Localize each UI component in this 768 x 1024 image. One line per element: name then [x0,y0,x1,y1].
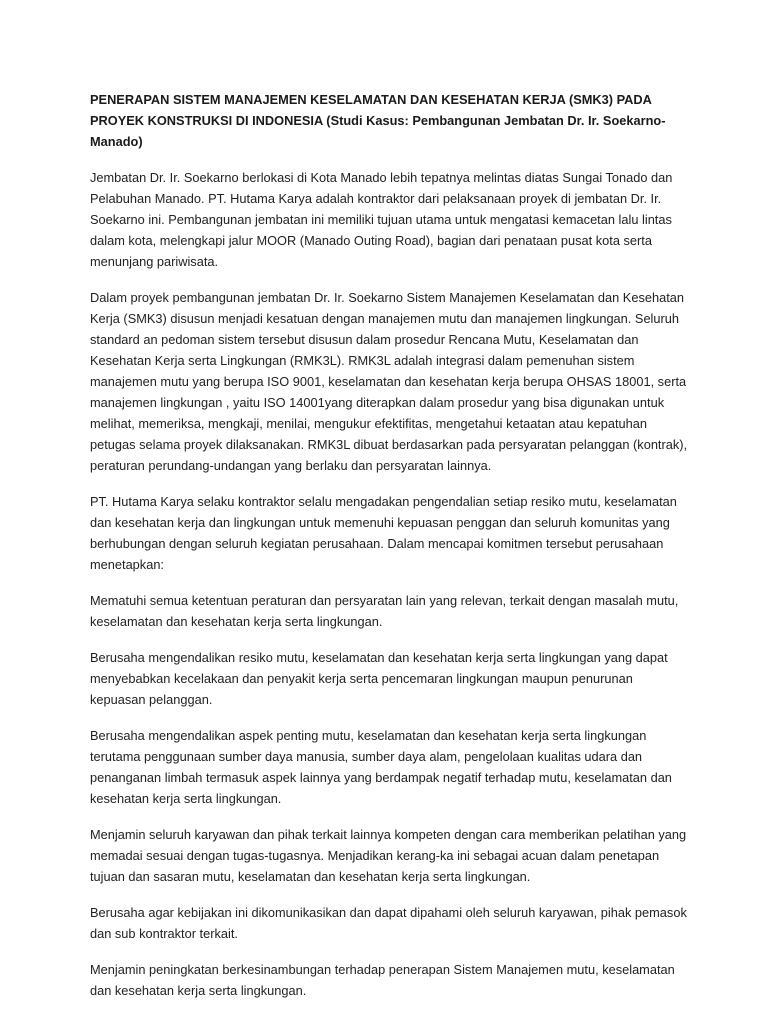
paragraph-policy-improvement: Menjamin peningkatan berkesinambungan terhadap penerapan Sistem Manajemen mutu, keselamatan dan kesehatan kerja serta lingkungan. [90,962,675,998]
paragraph-bridge-location: Jembatan Dr. Ir. Soekarno berlokasi di Kota Manado lebih tepatnya melintas diatas Sungai Tonado dan Pelabuhan Manado. PT. Hutama Karya adalah kontraktor dari pelaksanaan proyek di jembatan Dr. Ir. Soekarno ini. Pembangunan jembatan ini memiliki tujuan utama untuk mengatasi kemacetan lalu lintas dalam kota, melengkapi jalur MOOR (Manado Outing Road), bagian dari penataan pusat kota serta menunjang pariwisata. [90,170,673,269]
paragraph-policy-communication: Berusaha agar kebijakan ini dikomunikasikan dan dapat dipahami oleh seluruh karyawan, pihak pemasok dan sub kontraktor terkait. [90,905,687,941]
paragraph-policy-competence: Menjamin seluruh karyawan dan pihak terkait lainnya kompeten dengan cara memberikan pelatihan yang memadai sesuai dengan tugas-tugasnya. Menjadikan kerang-ka ini sebagai acuan dalam penetapan tujuan dan sasaran mutu, keselamatan dan kesehatan kerja serta lingkungan. [90,827,687,884]
document-title [90,89,690,152]
paragraph-smk3-rmk3l: Dalam proyek pembangunan jembatan Dr. Ir. Soekarno Sistem Manajemen Keselamatan dan Kesehatan Kerja (SMK3) disusun menjadi kesatuan dengan manajemen mutu dan manajemen lingkungan. Seluruh standard an pedoman sistem tersebut disusun dalam prosedur Rencana Mutu, Keselamatan dan Kesehatan Kerja serta Lingkungan (RMK3L). RMK3L adalah integrasi dalam pemenuhan sistem manajemen mutu yang berupa ISO 9001, keselamatan dan kesehatan kerja berupa OHSAS 18001, serta manajemen lingkungan , yaitu ISO 14001yang diterapkan dalam prosedur yang bisa digunakan untuk melihat, memeriksa, mengkaji, menilai, mengukur efektifitas, mengetahui ketaatan atau kepatuhan petugas selama proyek dilaksanakan. RMK3L dibuat berdasarkan pada persyaratan pelanggan (kontrak), peraturan perundang-undangan yang berlaku dan persyaratan lainnya. [90,290,688,473]
document-title-subtitle: (Studi Kasus: Pembangunan Jembatan Dr. Ir. Soekarno-Manado) [90,113,666,149]
paragraph-policy-comply: Mematuhi semua ketentuan peraturan dan persyaratan lain yang relevan, terkait dengan masalah mutu, keselamatan dan kesehatan kerja serta lingkungan. [90,593,679,629]
paragraph-policy-control-aspects: Berusaha mengendalikan aspek penting mutu, keselamatan dan kesehatan kerja serta lingkungan terutama penggunaan sumber daya manusia, sumber daya alam, pengelolaan kualitas udara dan penanganan limbah termasuk aspek lainnya yang berdampak negatif terhadap mutu, keselamatan dan kesehatan kerja serta lingkungan. [90,728,672,806]
document-page [90,89,690,1016]
paragraph-contractor-commitment: PT. Hutama Karya selaku kontraktor selalu mengadakan pengendalian setiap resiko mutu, keselamatan dan kesehatan kerja dan lingkungan untuk memenuhi kepuasan penggan dan seluruh komunitas yang berhubungan dengan seluruh kegiatan perusahaan. Dalam mencapai komitmen tersebut perusahaan menetapkan: [90,494,677,572]
paragraph-policy-control-risk: Berusaha mengendalikan resiko mutu, keselamatan dan kesehatan kerja serta lingkungan yang dapat menyebabkan kecelakaan dan penyakit kerja serta pencemaran lingkungan maupun penurunan kepuasan pelanggan. [90,650,668,707]
document-title-main: PENERAPAN SISTEM MANAJEMEN KESELAMATAN DAN KESEHATAN KERJA (SMK3) PADA PROYEK KONSTRUKSI DI INDONESIA [90,92,652,128]
